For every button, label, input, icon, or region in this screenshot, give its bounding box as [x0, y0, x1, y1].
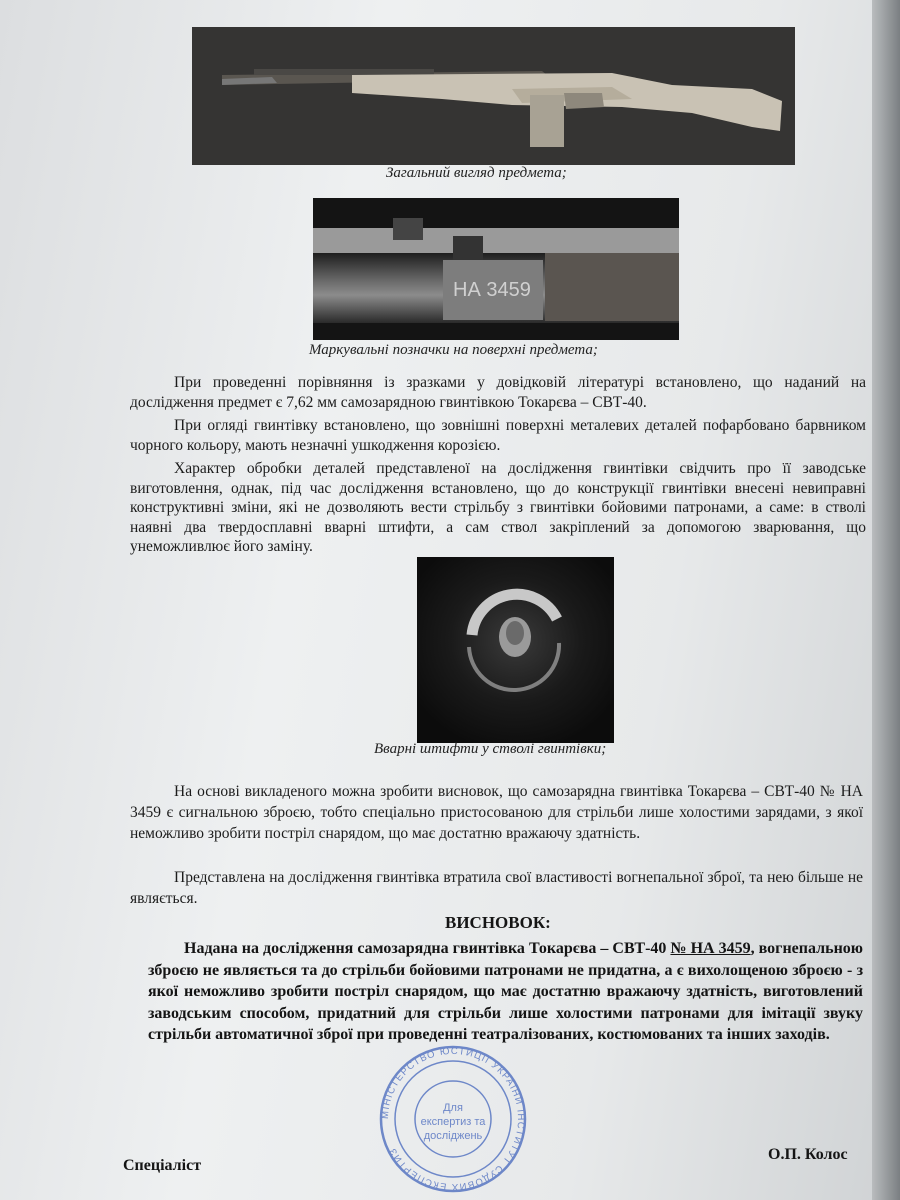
caption-markings: Маркувальні позначки на поверхні предмета;: [309, 342, 598, 358]
stamp-line-3: досліджень: [423, 1130, 483, 1142]
signature-name: О.П. Колос: [768, 1146, 848, 1163]
caption-general-view: Загальний вигляд предмета;: [386, 165, 567, 181]
conclusion-number: № НА 3459: [670, 940, 751, 957]
paragraph-processing: Характер обробки деталей представленої на дослідження гвинтівки свідчить про її заводське виготовлення, однак, під час дослідження встановлено, що до конструкції гвинтівки внесені невиправні конструктивні зміни, які не дозволяють вести стрільбу з гвинтівки бойовими патронами, а саме: в стволі наявні два твердосплавні вварні штифти, а сам ствол закріплений за допомогою зварювання, що унеможливлює його заміну.: [130, 460, 866, 555]
rifle-photo: [192, 27, 795, 165]
markings-photo: [313, 198, 679, 340]
caption-pins: Вварні штифти у стволі гвинтівки;: [374, 741, 607, 757]
stamp-line-1: Для: [443, 1102, 463, 1114]
rifle-image: [192, 27, 795, 165]
paragraph-analysis: На основі викладеного можна зробити висновок, що самозарядна гвинтівка Токарєва – СВТ-40 № НА 3459 є сигнальною зброєю, тобто спеціально пристосованою для стрільби лише холостими зарядами, з якої неможливо зробити постріл снарядом, що має достатню вражаючу здатність.: [130, 783, 863, 842]
stamp-line-2: експертиз та: [420, 1116, 486, 1128]
conclusion-rest: , вогнепальною зброєю не являється та до стрільби бойовими патронами не придатна, а є вихолощеною зброєю - з якої неможливо зробити постріл снарядом, що має достатню вражаючу здатність, виготовлений заводським способом, придатний для стрільби лише холостими патронами для імітації звуку стрільби автоматичної зброї при проведенні театралізованих, костюмованих та інших заходів.: [148, 940, 864, 1043]
barrel-image: [417, 557, 614, 743]
conclusion-heading: ВИСНОВОК:: [445, 913, 551, 932]
paragraph-status: Представлена на дослідження гвинтівка втратила свої властивості вогнепальної зброї, та нею більше не являється.: [130, 869, 863, 907]
signature-role: Спеціаліст: [123, 1157, 202, 1174]
official-stamp: [377, 1043, 529, 1195]
paragraph-inspection: При огляді гвинтівку встановлено, що зовнішні поверхні металевих деталей пофарбовано барвником чорного кольору, мають незначні ушкодження корозією.: [130, 417, 866, 454]
barrel-photo: [417, 557, 614, 743]
markings-image: [313, 198, 679, 340]
page-edge: [872, 0, 900, 1200]
stamp-ring-text: МІНІСТЕРСТВО ЮСТИЦІЇ УКРАЇНИ ІНСТИТУТ СУДОВИХ ЕКСПЕРТИЗ: [379, 1045, 527, 1193]
paragraph-comparison: При проведенні порівняння із зразками у довідковій літературі встановлено, що наданий на дослідження предмет є 7,62 мм самозарядною гвинтівкою Токарєва – СВТ-40.: [130, 374, 866, 411]
conclusion-text: [148, 938, 863, 1046]
marking-engraving: НА 3459: [453, 279, 531, 301]
conclusion-lead: Надана на дослідження самозарядна гвинтівка Токарєва – СВТ-40: [184, 940, 671, 957]
